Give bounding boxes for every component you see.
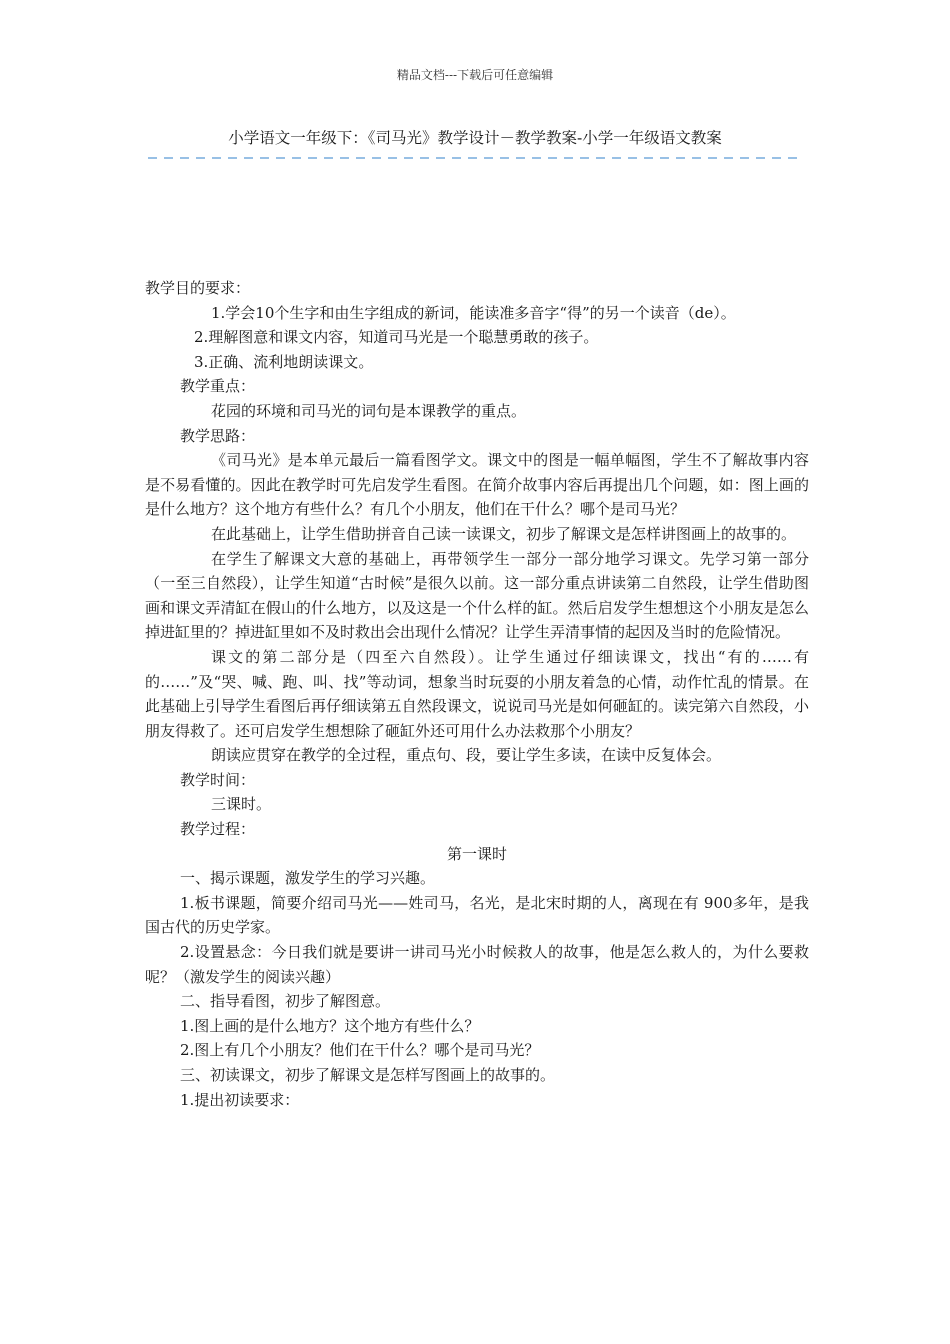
body-paragraph: 教学时间： xyxy=(180,770,256,789)
body-paragraph: 花园的环境和司马光的词句是本课教学的重点。 xyxy=(211,401,527,420)
body-paragraph: 1.提出初读要求： xyxy=(180,1090,300,1109)
body-paragraph: 在此基础上，让学生借助拼音自己读一读课文，初步了解课文是怎样讲图画上的故事的。 xyxy=(211,524,797,543)
body-paragraph: 1.学会10个生字和由生字组成的新词，能读准多音字“得”的另一个读音（de）。 xyxy=(211,303,736,322)
body-paragraph: 教学目的要求： xyxy=(145,279,251,297)
body-paragraph: 教学思路： xyxy=(180,426,256,445)
body-paragraph: 教学过程： xyxy=(180,820,256,839)
document-body xyxy=(145,276,809,1112)
body-paragraph: 第一课时 xyxy=(446,844,507,863)
body-paragraph: 朗读应贯穿在教学的全过程，重点句、段，要让学生多读，在读中反复体会。 xyxy=(211,746,722,765)
header-note: 精品文档---下载后可任意编辑 xyxy=(396,68,554,82)
body-paragraph: 2.设置悬念：今日我们就是要讲一讲司马光小时候救人的故事，他是怎么救人的，为什么要救呢？（激发学生的阅读兴趣） xyxy=(145,943,809,986)
body-paragraph: 在学生了解课文大意的基础上，再带领学生一部分一部分地学习课文。先学习第一部分（一至三自然段），让学生知道“古时候”是很久以前。这一部分重点讲读第二自然段，让学生借助图画和课文弄清缸在假山的什么地方，以及这是一个什么样的缸。然后启发学生想想这个小朋友是怎么掉进缸里的？掉进缸里如不及时救出会出现什么情况？让学生弄清事情的起因及当时的危险情况。 xyxy=(145,549,809,642)
body-paragraph: 《司马光》是本单元最后一篇看图学文。课文中的图是一幅单幅图，学生不了解故事内容是不易看懂的。因此在教学时可先启发学生看图。在简介故事内容后再提出几个问题，如：图上画的是什么地方？这个地方有些什么？有几个小朋友，他们在干什么？哪个是司马光？ xyxy=(145,451,809,519)
document-title: 小学语文一年级下：《司马光》教学设计－教学教案-小学一年级语文教案 xyxy=(228,129,722,147)
body-paragraph: 课文的第二部分是（四至六自然段）。让学生通过仔细读课文，找出“有的……有的……”及“哭、喊、跑、叫、找”等动词，想象当时玩耍的小朋友着急的心情，动作忙乱的情景。在此基础上引导学生看图后再仔细读第五自然段课文，说说司马光是如何砸缸的。读完第六自然段，小朋友得救了。还可启发学生想想除了砸缸外还可用什么办法救那个小朋友？ xyxy=(145,647,809,740)
body-paragraph: 1.图上画的是什么地方？这个地方有些什么？ xyxy=(180,1016,480,1035)
dashed-rule-graphic xyxy=(148,150,801,164)
body-paragraph: 2.理解图意和课文内容，知道司马光是一个聪慧勇敢的孩子。 xyxy=(194,328,599,347)
body-paragraph: 二、指导看图，初步了解图意。 xyxy=(180,992,391,1011)
body-paragraph: 3.正确、流利地朗读课文。 xyxy=(194,352,374,371)
body-paragraph: 2.图上有几个小朋友？他们在干什么？哪个是司马光？ xyxy=(180,1041,540,1060)
title-underline xyxy=(148,150,801,164)
body-paragraph: 三、初读课文，初步了解课文是怎样写图画上的故事的。 xyxy=(180,1066,556,1084)
body-paragraph: 一、揭示课题，激发学生的学习兴趣。 xyxy=(180,869,436,888)
body-paragraph: 1.板书课题，简要介绍司马光——姓司马，名光，是北宋时期的人，离现在有 900多年，是我国古代的历史学家。 xyxy=(145,893,809,937)
body-paragraph: 三课时。 xyxy=(211,795,272,814)
body-paragraph: 教学重点： xyxy=(180,377,256,396)
